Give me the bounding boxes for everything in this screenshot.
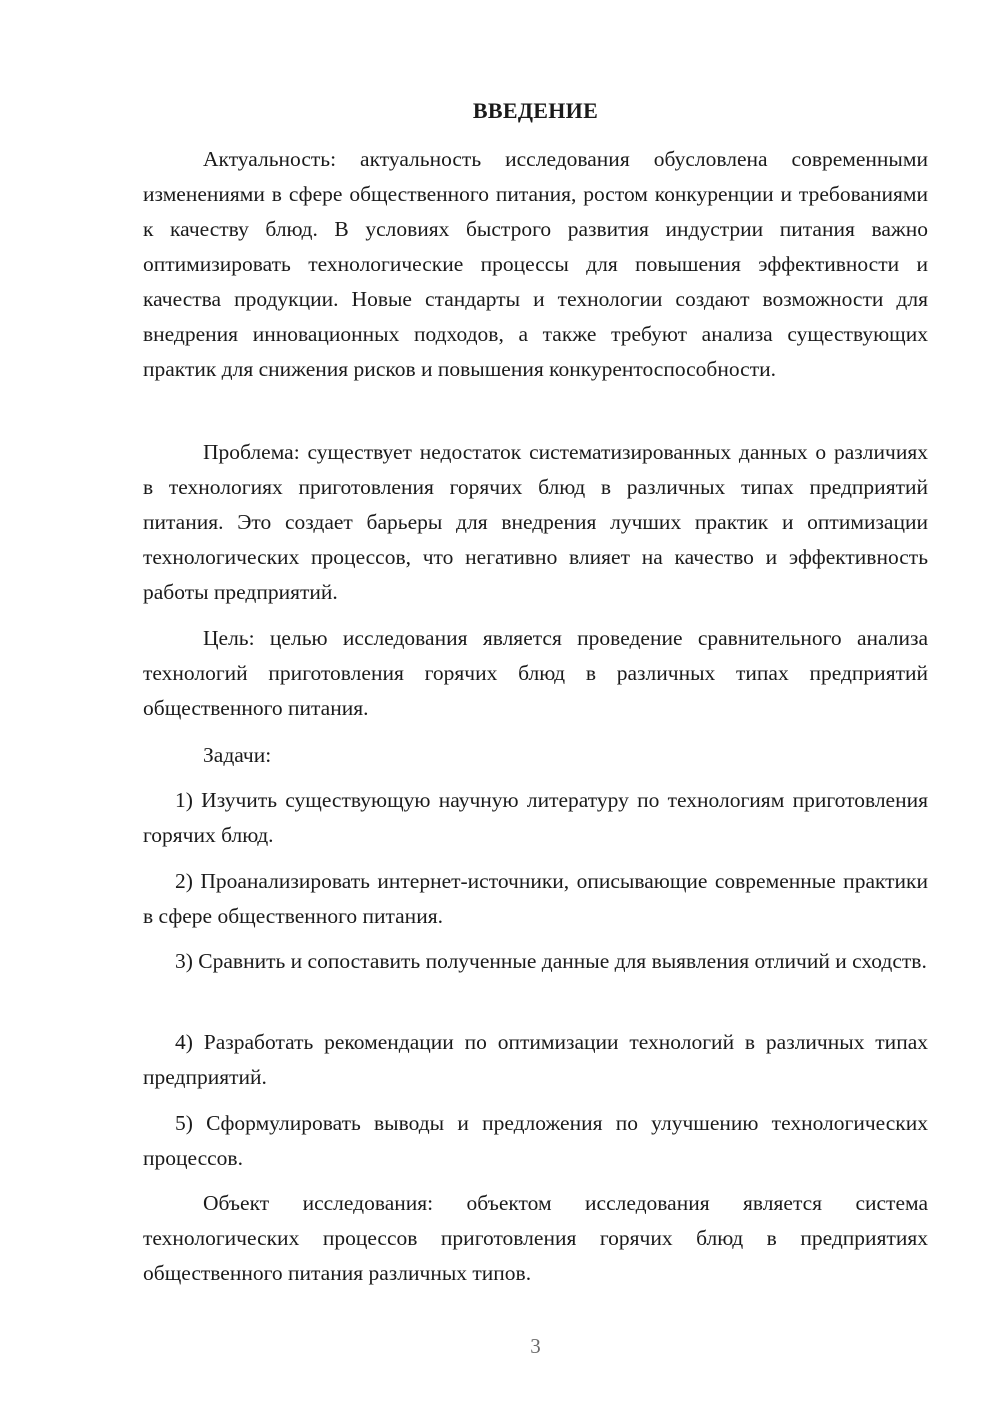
paragraph-relevance: Актуальность: актуальность исследования обусловлена современными изменениями в сфере общественного питания, ростом конкуренции и требованиями к качеству блюд. В условиях быстрого развития индустрии питания важно оптимизировать технологические процессы для повышения эффективности и качества продукции. Новые стандарты и технологии создают возможности для внедрения инновационных подходов, а также требуют анализа существующих практик для снижения рисков и повышения конкурентоспособности.: [143, 147, 928, 381]
task-item-5: 5) Сформулировать выводы и предложения по улучшению технологических процессов.: [143, 1111, 928, 1170]
paragraph-problem: Проблема: существует недостаток систематизированных данных о различиях в технологиях приготовления горячих блюд в различных типах предприятий питания. Это создает барьеры для внедрения лучших практик и оптимизации технологических процессов, что негативно влияет на качество и эффективность работы предприятий.: [143, 440, 928, 604]
task-item-3: 3) Сравнить и сопоставить полученные данные для выявления отличий и сходств.: [175, 949, 927, 973]
task-item-2: 2) Проанализировать интернет-источники, описывающие современные практики в сфере общественного питания.: [143, 869, 928, 928]
page-number: 3: [530, 1334, 541, 1358]
tasks-label: Задачи:: [203, 743, 272, 767]
task-item-4: 4) Разработать рекомендации по оптимизации технологий в различных типах предприятий.: [143, 1030, 928, 1089]
task-item-1: 1) Изучить существующую научную литературу по технологиям приготовления горячих блюд.: [143, 788, 928, 847]
paragraph-goal: Цель: целью исследования является проведение сравнительного анализа технологий приготовления горячих блюд в различных типах предприятий общественного питания.: [143, 626, 928, 720]
section-heading: ВВЕДЕНИЕ: [472, 98, 599, 123]
paragraph-object: Объект исследования: объектом исследования является система технологических процессов приготовления горячих блюд в предприятиях общественного питания различных типов.: [143, 1191, 928, 1285]
